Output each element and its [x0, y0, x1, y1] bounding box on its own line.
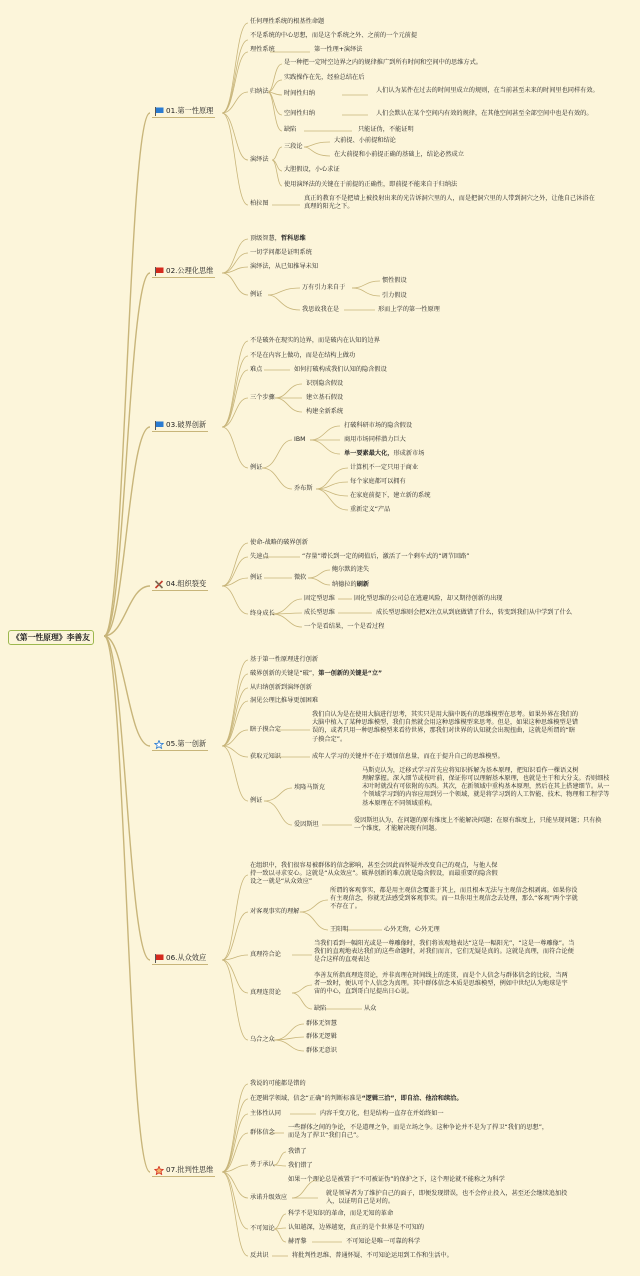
topic-6-bandwagon-effect[interactable]: [152, 953, 208, 965]
blue-flag-icon: [154, 421, 164, 430]
topic-5-first-innovation[interactable]: [152, 739, 208, 751]
t6-wang-quote: 心外无物，心外无理: [384, 926, 440, 933]
t7-agnosticism: 不可知论: [250, 1225, 275, 1232]
t6-correspondence-desc: 当我们看到一幅阳光或是一尊雕像时，我们将该观地表达“这是一幅阳光”，“这是一尊雕像”。当我们的直观地表达我们的这些命题时，对我们而言，它们无疑是真的。这就是真理，而符合论便是合这样的直观表达: [314, 940, 575, 964]
t1-plato: 柏拉图: [250, 200, 269, 207]
t4-lifelong-growth: 终身成长: [250, 610, 275, 617]
t3-step-1: 识别隐含假设: [306, 380, 344, 387]
t6-wang-yangming: 王阳明: [330, 926, 349, 933]
topic-1-label: 01.第一性原理: [166, 106, 214, 115]
root-topic[interactable]: 《第一性原理》李善友: [8, 630, 94, 645]
t3-structure: 不是在内容上做功，而是在结构上做功: [250, 352, 356, 359]
t1-flaw-desc: 只能证伪，不能证明: [358, 126, 414, 133]
t5-example: 例证: [250, 797, 263, 804]
t5-einstein-desc: 爱因斯坦认为，在问题的原有维度上不能解决问题；在原有维度上，只能呈现问题；只有换一个维度，才能解决现有问题。: [354, 817, 602, 833]
topic-2-label: 02.公理化思维: [166, 266, 214, 275]
t1-temporal-induction: 时间性归纳: [284, 90, 315, 97]
t5-break: 破界创新的关键是“破”，: [250, 670, 319, 677]
t1-spatial-induction-desc: 人们会默认在某个空间内有效的规律，在其他空间甚至全部空间中也是有效的。: [376, 110, 593, 117]
t6-objective-facts: 对客观事实的理解: [250, 908, 300, 915]
t7-escalation: 承诺升级效应: [250, 1194, 288, 1201]
t3-three-steps: 三个步骤: [250, 394, 275, 401]
t4-growth-mindset: 成长型思维: [304, 609, 335, 616]
t7-group-belief-desc: 一些群体之间的争论，不是道理之争，而是立场之争。这种争论并不是为了捍卫“我们的思想”，而是为了捍卫“我们自己”。: [288, 1124, 549, 1140]
t3-ibm-3-bold: 单一要素最大化，: [344, 450, 394, 457]
t1-rational-system: 理性系统: [250, 46, 275, 53]
t4-example: 例证: [250, 574, 263, 581]
t4-mission: 使命-战略的破界创新: [250, 539, 308, 546]
t3-difficulty: 难点: [250, 366, 263, 373]
t4-stall-desc: “存量”增长到一定的阈值后，激活了一个剩车式的“调节回路”: [302, 553, 470, 560]
topic-7-critical-thinking[interactable]: [152, 1165, 215, 1177]
topic-2-axiomatic-thinking[interactable]: [152, 266, 215, 278]
t6-flaw-desc: 从众: [364, 1005, 377, 1012]
t3-ibm-1: 打破科研市场的隐含假设: [344, 422, 413, 429]
t7-group-belief: 群体信念: [250, 1129, 275, 1136]
t4-growth-desc: 成长型思维则会把X注点从到底做错了什么，转变到我们从中学到了什么: [376, 609, 573, 616]
t6-intro: 在组织中，我们很容易被群体的信念影响，甚至会因此而怀疑并改变自己的观点，与他人保持一致以寻求安心。这就是“从众效应”。破界创新的难点就是隐含假设，而最重要的隐含假设之一就是“从众效应”: [250, 862, 498, 886]
t4-nadella-text: 纳德拉的: [332, 581, 357, 588]
topic-4-label: 04.组织裂变: [166, 579, 207, 588]
t2-top-wisdom: [250, 235, 306, 243]
t7-three-consistency: “逻辑三洽”，即自洽、他洽和续洽。: [361, 1095, 463, 1102]
t7-ignorance-revolution: 科学不是知识的革命，而是无知的革命: [288, 1210, 394, 1217]
t2-gravity-assumption: 引力假设: [382, 292, 407, 299]
t4-hit-refresh: 刷新: [356, 581, 370, 588]
t7-anti-consensus: 反共识: [250, 1252, 269, 1259]
t6-flaw: 缺陷: [314, 1005, 327, 1012]
topic-7-label: 07.批判性思维: [166, 1165, 214, 1174]
t5-musk-1: 马斯克认为，迁移式学习首先应将知识拆解为基本原理，把知识看作一棵语义树: [362, 767, 579, 774]
tools-icon: [154, 580, 164, 589]
t3-jobs-1: 计算机不一定只用于商业: [350, 464, 419, 471]
t1-induction: 归纳法: [250, 88, 269, 95]
t5-meta-knowledge: 获取元知识: [250, 753, 281, 760]
t1-spatial-induction: 空间性归纳: [284, 110, 315, 117]
t3-step-2: 建立基石假设: [306, 394, 344, 401]
t1-induction-practice: 实践操作在先，经验总结在后: [284, 74, 365, 81]
t5-musk: 埃隆马斯克: [294, 784, 325, 791]
t6-crowd-2: 群体无逻辑: [306, 1033, 337, 1040]
t3-jobs-2: 每个家庭都可以拥有: [350, 478, 406, 485]
t6-coherence-desc: 李善友所指真理连贯论，并非真理在时间线上的连贯，而是个人信念与群体信念的比较，当两者一致时，便认可个人信念为真理。其中群体信念本质是思维模型，例如中世纪认为地球是宇宙的中心，直到哥白尼提出日心说。: [314, 972, 568, 996]
topic-1-first-principle[interactable]: [152, 106, 215, 118]
t7-logic-text: 在逻辑学领域，信念“正确”的判断标准是: [250, 1095, 362, 1102]
red-flag-icon: [154, 267, 164, 276]
t7-i-was-wrong: 我错了: [288, 1148, 307, 1155]
t1-syllogism-parts: 大前提、小前提和结论: [334, 137, 396, 144]
t7-boundary-wider: 认知越深，边界越宽，真正的是个世界是不可知的: [288, 1224, 425, 1231]
red-flag-icon: [154, 954, 164, 963]
t1-syllogism-conclusion: 在大前提和小前提正确的基础上，结论必然成立: [334, 151, 464, 158]
t4-ballmer: 鲍尔默的迷失: [332, 566, 370, 573]
t4-stall-point: 失速点: [250, 553, 269, 560]
t6-correspondence: 真理符合论: [250, 951, 281, 958]
t3-ibm-2: 商用市场同样潜力巨大: [344, 436, 406, 443]
t5-blind: 瞎子摸合定: [250, 726, 281, 733]
t7-huxley: 赫胥黎: [288, 1238, 307, 1245]
topic-3-label: 03.破界创新: [166, 420, 207, 429]
t5-blind-desc: 我们自认为是在使用大脑进行思考，其实只是用大脑中既有的思维模型在思考。如果外界在我们的大脑中植入了某种思维模型，我们自然就会用这种思维模型来思考。但是，如果这种思维模型是错误的，或者只用一种思维模型来看待世界，那我们对世界的认知就会出现扭曲，这就是所谓的“瞎子摸合定”。: [312, 711, 579, 743]
t3-jobs-3: 在家庭前提下，建立新的系统: [350, 492, 431, 499]
t7-maybe-wrong: 我说的可能都是错的: [250, 1080, 306, 1087]
t6-crowd: 乌合之众: [250, 1036, 275, 1043]
t7-escalation-desc: 就是领导者为了维护自己的面子，即便发现错误，也不会停止投入，甚至还会继续追加投入，以证明自己是对的。: [326, 1190, 568, 1206]
t5-einstein: 爱因斯坦: [294, 821, 319, 828]
t3-ibm-3-rest: 形成新市场: [393, 450, 425, 457]
topic-3-boundary-innovation[interactable]: [152, 420, 208, 432]
t6-objective-desc: 所谓的客观事实，都是用主观信念覆盖于其上，而且根本无法与主观信念相剥离。如果你没有主观信念，你就无法感受到客观事实。而一旦你用主观信念去处理，那么“客观”两个字就不存在了。: [330, 887, 578, 911]
t2-top-wisdom-text: 顶级智慧，: [250, 235, 281, 242]
t1-plato-quote: 真正的教育不是把墙上被投射出来的光告诉洞穴里的人，而是把洞穴里的人带到洞穴之外，让他自己沐浴在真理的阳光之下。: [304, 195, 595, 211]
t7-huxley-quote: 不可知论是唯一可靠的科学: [346, 1238, 421, 1245]
t3-example: 例证: [250, 464, 263, 471]
t6-crowd-1: 群体无智慧: [306, 1020, 337, 1027]
t1-flaw: 缺陷: [284, 126, 297, 133]
t7-subject-identity: 主体性认同: [250, 1110, 281, 1117]
t2-gravity: 万有引力来自于: [302, 284, 346, 291]
topic-5-label: 05.第一创新: [166, 739, 207, 748]
topic-4-org-fission[interactable]: [152, 579, 208, 591]
t1-syllogism: 三段论: [284, 143, 303, 150]
t4-microsoft: 微软: [294, 574, 307, 581]
t6-coherence: 真理连贯论: [250, 989, 281, 996]
t7-we-were-wrong: 我们错了: [288, 1162, 313, 1169]
t5-break-vs-build: [250, 670, 382, 678]
t7-logic-standard: [250, 1095, 463, 1103]
t3-ibm-3: [344, 450, 424, 458]
t1-rational-root: 任何理性系统的根基性命题: [250, 18, 325, 25]
t4-nadella: [332, 581, 369, 589]
t1-bold-hypothesis: 大胆假设，小心求证: [284, 166, 340, 173]
t4-fixed-desc: 固化型思维的公司总在逃避风险，却又期待创新的出现: [354, 595, 503, 602]
t2-proof-system: 一切学问都是证明系统: [250, 249, 312, 256]
topic-6-label: 06.从众效应: [166, 953, 207, 962]
star-badge-icon: [154, 1166, 164, 1175]
t3-difficulty-desc: 如何打破构成我们认知的隐含假设: [294, 366, 387, 373]
t5-meta-knowledge-desc: 成年人学习的关键并不在于增加信息量，而在于提升自己的思维模型。: [312, 753, 504, 760]
t3-jobs-4: 重新定义“产品: [350, 506, 391, 513]
t2-example: 例证: [250, 291, 263, 298]
t5-musk-2: 理解掌握。深入细节或枝叶前，保证你可以理解基本原理，也就是主干和大分支。否则细枝末叶时就没有可依附的东西。其次，在新领域中重构基本原理，然后在其上搭建细节。从一个领域学习到的内容应用到另一个领域，就是将学习到的人工智能、技术、物理和工程学等基本原理在不同领域重构。: [362, 775, 610, 807]
t3-inner-boundary: 不是破外在现实的边界，而是破内在认知的边界: [250, 337, 380, 344]
t7-admit: 勇于承认: [250, 1161, 275, 1168]
t1-deduction: 演绎法: [250, 156, 269, 163]
t4-fixed-mindset: 固定型思维: [304, 595, 335, 602]
t6-crowd-3: 群体无意识: [306, 1047, 337, 1054]
t2-metaphysics: 形而上学的第一性原理: [378, 306, 440, 313]
t7-subject-desc: 内容千变万化，但是结构一直存在并始终如一: [320, 1110, 444, 1117]
t5-based-on-first: 基于第一性原理进行创新: [250, 656, 319, 663]
blue-flag-icon: [154, 107, 164, 116]
t2-inertia: 惯性假设: [382, 277, 407, 284]
t7-unfalsifiable: 如果一个理论总是被置于“不可被证伪”的保护之下，这个理论就不能称之为科学: [288, 1176, 505, 1183]
t1-rational-system-formula: 第一性理+演绎法: [314, 46, 363, 53]
t1-induction-def: 是一种把一定时空边界之内的规律推广到所有时间和空间中的思维方式。: [284, 59, 482, 66]
t5-build: 第一创新的关键是“立”: [318, 670, 383, 677]
t1-premise-key: 使用演绎法的关键在于前提的正确性，即前提不能来自于归纳法: [284, 181, 458, 188]
t5-induction-to-deduction: 从归纳创新到演绎创新: [250, 684, 312, 691]
t2-deduction: 演绎法，从已知推导未知: [250, 263, 319, 270]
t2-philosophy-science: 哲科思维: [280, 235, 306, 242]
t1-meta-premise: 不是系统的中心思想，而是这个系统之外、之前的一个元前提: [250, 32, 418, 39]
t5-insight-harder: 洞见公理比推导更加困难: [250, 697, 319, 704]
t3-ibm: IBM: [294, 436, 306, 443]
t7-anti-consensus-desc: 将批判性思维、普通怀疑、不可知论运用到工作和生活中。: [292, 1252, 453, 1259]
t4-result-process: 一个是看结果，一个是看过程: [304, 623, 385, 630]
t1-temporal-induction-desc: 人们认为某件在过去的时间里成立的规则，在当前甚至未来的时间里也同样有效。: [376, 87, 599, 94]
t3-jobs: 乔布斯: [294, 485, 313, 492]
star-outline-icon: [154, 740, 164, 749]
t2-cogito: 我思故我在是: [302, 306, 340, 313]
t3-step-3: 构建全新系统: [306, 408, 344, 415]
